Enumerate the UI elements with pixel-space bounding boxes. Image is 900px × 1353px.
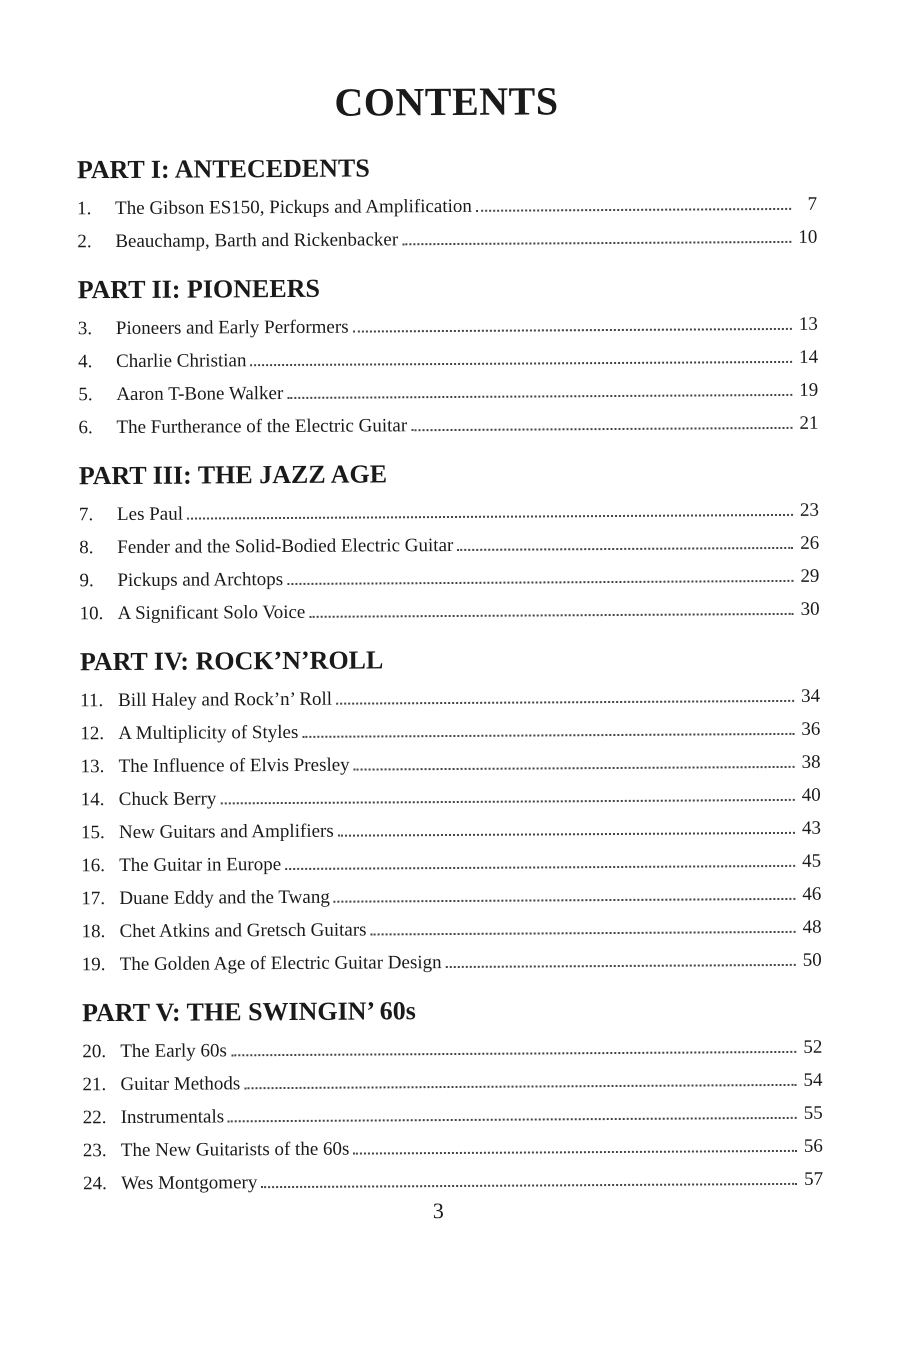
entry-title: Instrumentals [120,1106,225,1129]
entry-number: 1. [77,198,92,220]
dot-leader [476,208,791,212]
entry-title: Duane Eddy and the Twang [119,886,330,910]
toc-entry[interactable] [83,1097,823,1135]
dot-leader [354,766,795,771]
entry-page: 56 [803,1135,823,1157]
entry-title: The Influence of Elvis Presley [118,754,350,778]
entry-number: 12. [80,723,105,745]
part-section [79,454,820,631]
entry-title: Aaron T-Bone Walker [116,383,284,406]
part-heading: PART II: PIONEERS [77,273,321,305]
entry-number: 16. [81,855,105,877]
entry-number: 9. [79,570,94,592]
entry-number: 14. [80,789,105,811]
entry-number: 3. [77,318,93,340]
dot-leader [231,1051,796,1056]
entry-number: 18. [81,921,106,943]
toc-entry[interactable] [83,1163,823,1201]
entry-number: 8. [79,537,94,559]
toc-entry[interactable] [78,374,818,412]
entry-number: 11. [80,690,104,712]
entry-page: 52 [803,1036,823,1058]
entry-title: Wes Montgomery [121,1172,258,1195]
entry-title: The Guitar in Europe [119,854,282,877]
toc-entry[interactable] [81,845,821,883]
toc-entry[interactable] [78,308,818,346]
entry-list [80,680,822,982]
entry-title: A Multiplicity of Styles [118,721,299,745]
dot-leader [411,427,792,431]
entry-page: 14 [799,346,819,368]
part-section [78,268,819,445]
entry-number: 22. [82,1107,107,1129]
entry-title: Pickups and Archtops [117,569,284,592]
entry-title: The Early 60s [120,1040,227,1063]
entry-title: A Significant Solo Voice [117,601,306,625]
toc-entry[interactable] [80,593,820,631]
entry-page: 30 [800,598,820,620]
toc-entry[interactable] [79,560,819,598]
entry-number: 2. [77,231,92,253]
toc-entry[interactable] [78,407,818,445]
dot-leader [287,394,792,399]
dot-leader [402,241,791,245]
entry-list [77,188,817,259]
entry-list [79,494,820,631]
entry-list [78,308,819,445]
dot-leader [261,1183,797,1188]
dot-leader [338,832,795,837]
entry-page: 54 [803,1069,823,1091]
entry-title: Les Paul [116,503,184,526]
table-of-contents [77,148,823,1201]
entry-page: 7 [807,193,818,215]
entry-number: 7. [78,504,94,526]
entry-page: 45 [802,850,822,872]
entry-number: 15. [80,822,105,844]
entry-title: Pioneers and Early Performers [115,316,349,340]
entry-title: Guitar Methods [120,1073,241,1096]
part-heading: PART IV: ROCK’N’ROLL [79,645,384,677]
dot-leader [336,700,794,705]
entry-title: New Guitars and Amplifiers [118,820,334,844]
entry-page: 26 [800,532,820,554]
entry-page: 13 [798,313,818,335]
part-section [77,148,818,259]
toc-entry[interactable] [83,1130,823,1168]
entry-title: Chet Atkins and Gretsch Guitars [119,919,367,943]
toc-entry[interactable] [80,713,820,751]
part-heading: PART V: THE SWINGIN’ 60s [81,996,416,1028]
entry-page: 34 [801,685,821,707]
dot-leader [371,931,796,936]
entry-number: 6. [78,417,93,439]
dot-leader [309,613,793,618]
toc-entry[interactable] [81,878,821,916]
toc-entry[interactable] [81,812,821,850]
entry-title: Bill Haley and Rock’n’ Roll [118,688,333,712]
toc-entry[interactable] [80,680,820,718]
entry-page: 50 [802,949,822,971]
toc-entry[interactable] [81,911,821,949]
page-number: 3 [432,1198,444,1224]
dot-leader [287,580,793,585]
part-heading: PART III: THE JAZZ AGE [78,459,388,491]
entry-page: 40 [801,784,821,806]
toc-entry[interactable] [79,494,819,532]
entry-number: 24. [83,1173,107,1195]
entry-page: 55 [803,1102,823,1124]
toc-entry[interactable] [82,1031,822,1069]
dot-leader [285,865,795,870]
entry-page: 38 [801,751,821,773]
dot-leader [353,328,792,333]
toc-entry[interactable] [77,188,817,226]
toc-entry[interactable] [80,746,820,784]
entry-page: 48 [802,916,822,938]
entry-page: 19 [799,379,819,401]
dot-leader [220,799,794,805]
entry-number: 21. [82,1074,107,1096]
dot-leader [302,733,794,738]
part-section [82,991,823,1201]
entry-title: The Gibson ES150, Pickups and Amplification [115,195,472,220]
entry-page: 57 [804,1168,824,1190]
dot-leader [457,547,793,551]
entry-title: Fender and the Solid-Bodied Electric Guitar [117,534,454,559]
toc-entry[interactable] [82,944,822,982]
entry-title: The New Guitarists of the 60s [120,1138,350,1162]
entry-title: Beauchamp, Barth and Rickenbacker [115,229,399,253]
entry-page: 43 [801,817,822,839]
toc-entry[interactable] [82,1064,822,1102]
dot-leader [187,514,793,520]
part-section [80,640,822,982]
dot-leader [228,1117,797,1122]
toc-entry[interactable] [78,341,818,379]
entry-list [82,1031,823,1201]
entry-title: Chuck Berry [118,788,217,811]
entry-page: 23 [799,499,820,521]
entry-page: 36 [801,718,821,740]
entry-number: 19. [81,954,106,976]
dot-leader [250,361,792,366]
toc-entry[interactable] [77,221,817,259]
dot-leader [446,964,796,968]
entry-number: 10. [79,603,104,625]
dot-leader [334,898,796,903]
toc-entry[interactable] [81,779,821,817]
entry-page: 10 [798,226,818,248]
entry-page: 46 [802,883,822,905]
entry-number: 23. [82,1140,107,1162]
entry-page: 21 [799,412,819,434]
entry-number: 17. [81,888,106,910]
entry-page: 29 [800,565,820,587]
dot-leader [244,1084,796,1089]
entry-number: 20. [82,1041,107,1063]
part-heading: PART I: ANTECEDENTS [76,153,370,185]
entry-number: 4. [78,351,93,373]
entry-title: Charlie Christian [116,350,247,373]
page-title: CONTENTS [334,78,559,125]
entry-number: 13. [80,756,105,778]
toc-entry[interactable] [79,527,819,565]
entry-title: The Furtherance of the Electric Guitar [116,415,408,439]
entry-number: 5. [78,384,93,406]
dot-leader [353,1150,797,1155]
entry-title: The Golden Age of Electric Guitar Design [119,952,442,976]
